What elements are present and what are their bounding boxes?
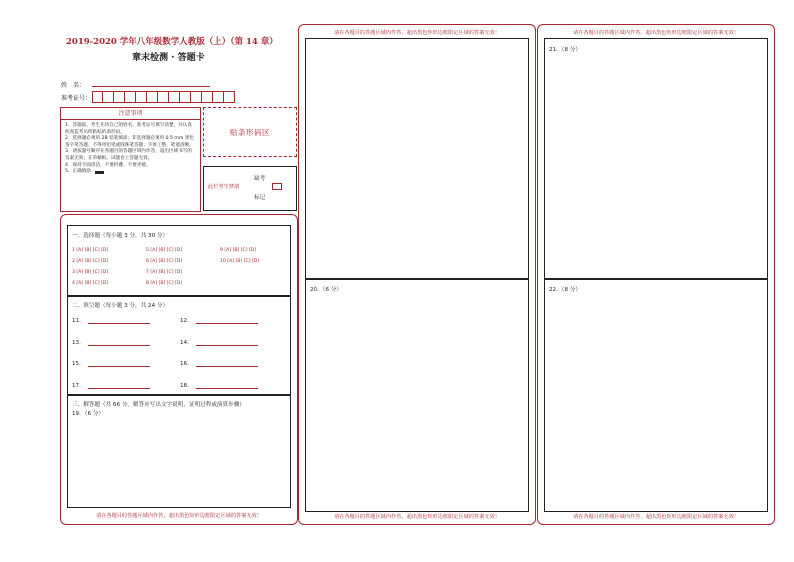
choice-row[interactable]: 8 [A] [B] [C] [D] [146, 281, 183, 286]
section-solve[interactable] [67, 394, 291, 508]
note-item [65, 169, 196, 176]
note-item-text: 5．正确填涂 [65, 169, 91, 175]
question-22-area[interactable] [544, 278, 768, 512]
choice-row[interactable]: 7 [A] [B] [C] [D] [146, 270, 183, 275]
mark-label: 标记 [254, 195, 266, 201]
id-cell[interactable] [213, 91, 224, 103]
sheet-subtitle: 章末检测 · 答题卡 [132, 53, 205, 63]
barcode-label: 贴条形码区 [230, 127, 270, 137]
fill-answer-line[interactable] [196, 382, 258, 389]
question-20-label: 20．（6 分） [310, 287, 343, 293]
boundary-warning: 请在各题目的答题区域内作答，超出黑色矩形边框限定区域的答案无效！ [95, 513, 262, 519]
choice-row[interactable]: 6 [A] [B] [C] [D] [146, 259, 183, 264]
question-21-area[interactable] [544, 38, 768, 280]
note-item: 2．选择题必须用 2B 铅笔填涂；非选择题必须用 0.5 mm 黑色签字笔答题，不得用铅笔或圆珠笔答题；字体工整、笔迹清晰。 [65, 136, 195, 148]
fill-item-number: 14． [180, 340, 193, 346]
fill-item[interactable] [180, 338, 258, 346]
answer-column-2 [298, 24, 536, 525]
exam-title: 2019-2020 学年八年级数学人教版（上）（第 14 章） [66, 37, 278, 47]
id-cell[interactable] [114, 91, 125, 103]
choice-row[interactable]: 1 [A] [B] [C] [D] [72, 248, 109, 253]
id-cell[interactable] [158, 91, 169, 103]
fill-item[interactable] [180, 381, 258, 389]
question-20-area[interactable] [305, 278, 529, 512]
section-fill [67, 295, 291, 396]
absent-checkbox[interactable] [272, 183, 282, 190]
note-item: 4．保持卡面清洁，不要折叠、不要弄破。 [65, 162, 151, 168]
question-21-label: 21．（8 分） [549, 47, 582, 53]
id-cell[interactable] [136, 91, 147, 103]
fill-answer-line[interactable] [196, 360, 258, 367]
choice-row[interactable]: 5 [A] [B] [C] [D] [146, 248, 183, 253]
section-choice [67, 225, 291, 297]
fill-answer-line[interactable] [88, 339, 150, 346]
notes-panel [60, 107, 201, 212]
fill-item[interactable] [72, 338, 150, 346]
fill-item[interactable] [72, 381, 150, 389]
notes-list [61, 123, 200, 176]
notes-heading: 注意事项 [61, 108, 200, 120]
choice-row[interactable]: 9 [A] [B] [C] [D] [220, 248, 257, 253]
choice-row[interactable]: 10 [A] [B] [C] [D] [220, 259, 260, 264]
fill-item-number: 16． [180, 361, 193, 367]
fill-item[interactable] [180, 316, 258, 324]
id-cell[interactable] [224, 91, 235, 103]
choice-row[interactable]: 3 [A] [B] [C] [D] [72, 270, 109, 275]
question-19-label: 19．（6 分） [72, 411, 105, 417]
id-label: 准考证号： [61, 95, 92, 102]
name-label: 姓 名： [61, 82, 86, 89]
fill-answer-line[interactable] [88, 382, 150, 389]
answer-column-1 [60, 214, 298, 525]
question-19-continued-area[interactable] [305, 38, 529, 280]
boundary-warning: 请在各题目的答题区域内作答，超出黑色矩形边框限定区域的答案无效！ [333, 30, 500, 36]
absent-mark-panel [203, 166, 297, 211]
fill-item-number: 17． [72, 383, 85, 389]
fill-item[interactable] [180, 359, 258, 367]
note-item: 3．请按题号顺序在各题目的答题区域内作答，超出区域书写的答案无效；在草稿纸、试题卷上答题无效。 [65, 149, 192, 161]
id-cell[interactable] [180, 91, 191, 103]
fill-item-number: 11． [72, 318, 85, 324]
boundary-warning: 请在各题目的答题区域内作答，超出黑色矩形边框限定区域的答案无效！ [572, 30, 739, 36]
answer-column-3 [537, 24, 775, 525]
absent-note: 此栏考生禁填 [208, 184, 240, 190]
fill-answer-line[interactable] [196, 317, 258, 324]
fill-item-number: 12． [180, 318, 193, 324]
filled-mark-icon [95, 171, 104, 174]
id-cells[interactable] [92, 91, 235, 103]
note-item: 1．答题前，考生先将自己的姓名、准考证号填写清楚，并认真检查监考员所粘贴的条形码。 [65, 123, 192, 135]
id-cell[interactable] [92, 91, 103, 103]
name-line[interactable] [92, 86, 210, 87]
id-cell[interactable] [202, 91, 213, 103]
choice-row[interactable]: 2 [A] [B] [C] [D] [72, 259, 109, 264]
section-solve-title: 三、解答题（共 66 分。解答应写出文字说明、证明过程或演算步骤） [72, 402, 245, 408]
fill-item-number: 13． [72, 340, 85, 346]
boundary-warning: 请在各题目的答题区域内作答，超出黑色矩形边框限定区域的答案无效！ [333, 514, 500, 520]
fill-item[interactable] [72, 359, 150, 367]
fill-item[interactable] [72, 316, 150, 324]
id-cell[interactable] [191, 91, 202, 103]
boundary-warning: 请在各题目的答题区域内作答，超出黑色矩形边框限定区域的答案无效！ [572, 514, 739, 520]
fill-answer-line[interactable] [88, 360, 150, 367]
question-22-label: 22．（8 分） [549, 287, 582, 293]
id-cell[interactable] [147, 91, 158, 103]
absent-label: 缺考 [254, 176, 266, 182]
id-cell[interactable] [169, 91, 180, 103]
fill-answer-line[interactable] [196, 339, 258, 346]
fill-item-number: 15． [72, 361, 85, 367]
id-cell[interactable] [103, 91, 114, 103]
id-cell[interactable] [125, 91, 136, 103]
choice-row[interactable]: 4 [A] [B] [C] [D] [72, 281, 109, 286]
section-choice-title: 一、选择题（每小题 3 分，共 30 分） [72, 233, 169, 239]
barcode-area [203, 107, 297, 157]
fill-answer-line[interactable] [88, 317, 150, 324]
section-fill-title: 二、填空题（每小题 3 分，共 24 分） [72, 303, 169, 309]
fill-item-number: 18． [180, 383, 193, 389]
